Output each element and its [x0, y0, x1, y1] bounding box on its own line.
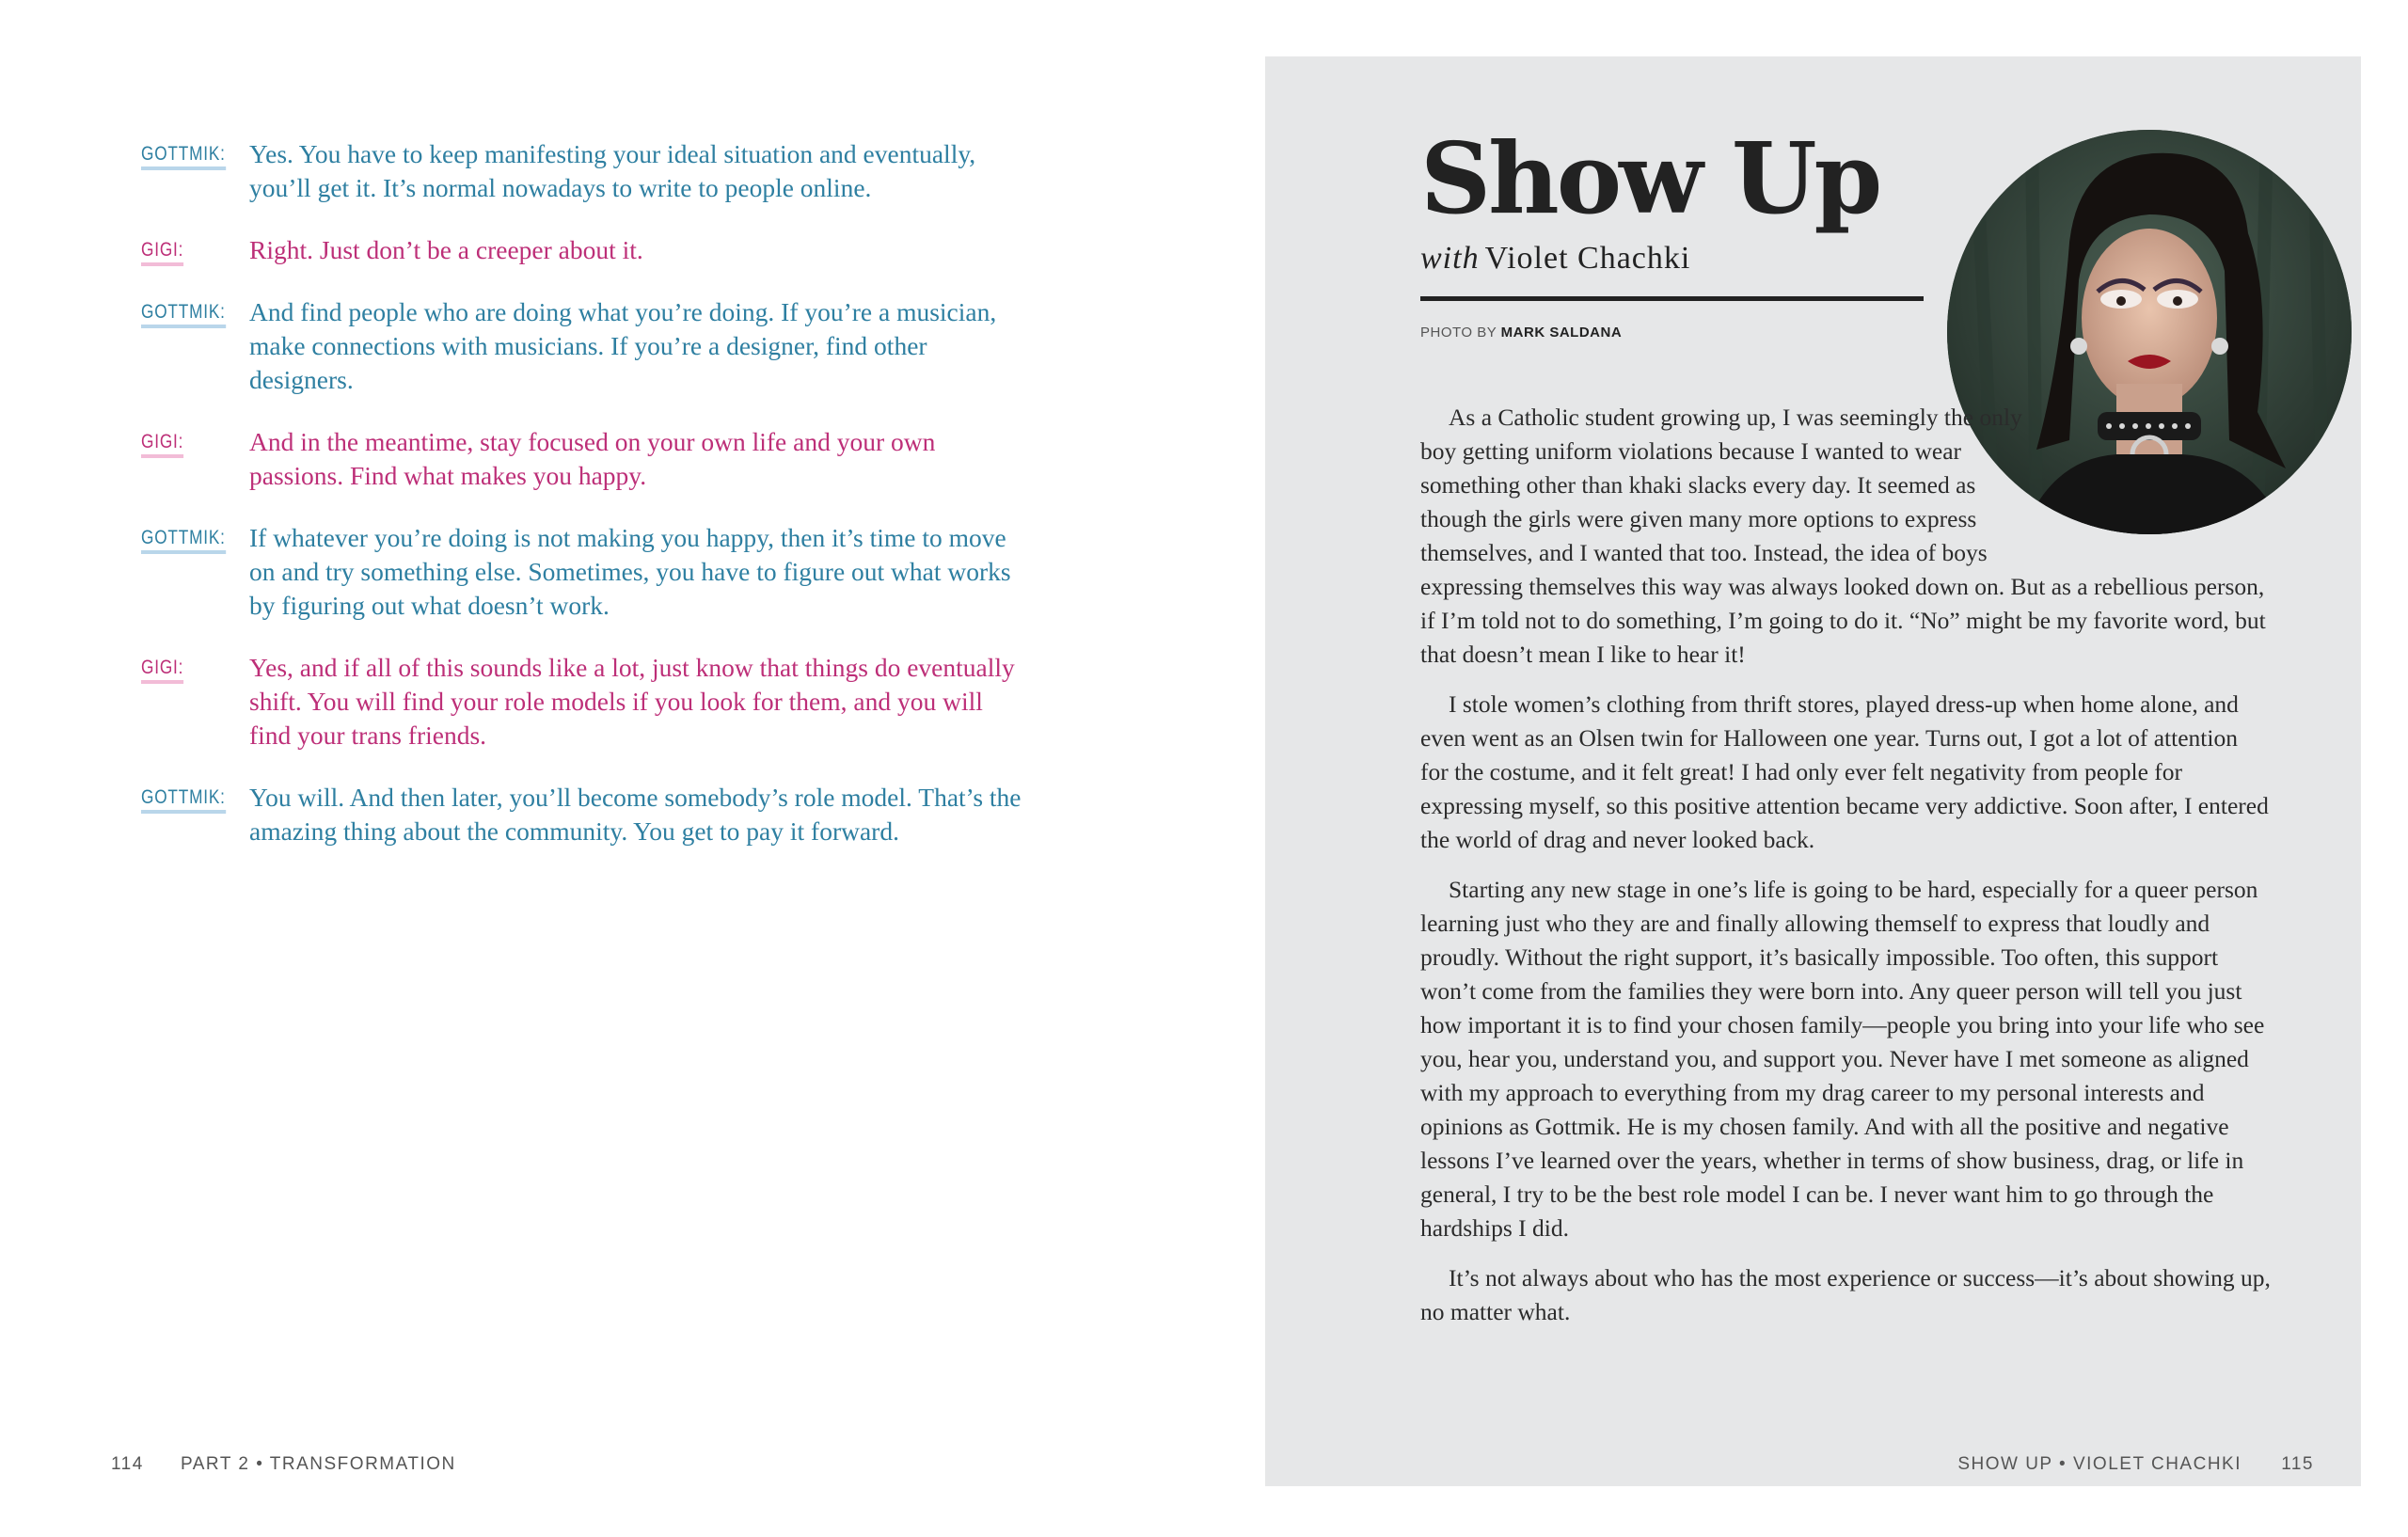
dialogue-text: And find people who are doing what you’re doing. If you’re a musician, make connections with musicians. If you’re a designer, find other designers. — [249, 297, 997, 394]
dialogue-line — [141, 295, 1025, 397]
dialogue-text: Yes. You have to keep manifesting your ideal situation and eventually, you’ll get it. It’s normal nowadays to write to people online. — [249, 139, 976, 202]
dialogue-line — [141, 781, 1025, 848]
article-title: Show Up — [1420, 120, 1880, 236]
dialogue-line — [141, 137, 1025, 205]
subtitle-with: with — [1420, 241, 1480, 276]
running-footer-right: SHOW UP • VIOLET CHACHKI — [1957, 1454, 2242, 1474]
dialogue-text: You will. And then later, you’ll become somebody’s role model. That’s the amazing thing about the community. You get to pay it forward. — [249, 783, 1022, 846]
dialogue-text: If whatever you’re doing is not making you happy, then it’s time to move on and try something else. Sometimes, you have to figure out what works by figuring out what doesn’t work. — [249, 523, 1011, 620]
dialogue-line — [141, 651, 1025, 753]
running-footer-left: PART 2 • TRANSFORMATION — [181, 1454, 456, 1474]
page-number-left: 114 — [111, 1454, 144, 1474]
photo-credit — [1420, 325, 1622, 341]
dialogue-text: And in the meantime, stay focused on your own life and your own passions. Find what makes you happy. — [249, 427, 936, 490]
speaker-label: GIGI: — [141, 425, 249, 493]
dialogue-line — [141, 233, 1025, 267]
dialogue-text: Right. Just don’t be a creeper about it. — [249, 235, 643, 264]
article-paragraph: Starting any new stage in one’s life is going to be hard, especially for a queer person learning just who they are and finally allowing themself to express that loudly and proudly. Without the right support, it’s basically impossible. Too often, this support won’t come from the families they were born into. Any queer person will tell you just how important it is to find your chosen family—people you bring into your life who see you, hear you, understand you, and support you. Never have I met someone as aligned with my approach to everything from my drag career to my personal interests and opinions as Gottmik. He is my chosen family. And with all the positive and negative lessons I’ve learned over the years, whether in terms of show business, drag, or life in general, I try to be the best role model I can be. I never want him to go through the hardships I did. — [1420, 876, 2265, 1242]
speaker-label: GIGI: — [141, 651, 249, 753]
speaker-label: GOTTMIK: — [141, 521, 249, 623]
subtitle-author: Violet Chachki — [1484, 241, 1691, 276]
dialogue-text: Yes, and if all of this sounds like a lot, just know that things do eventually shift. You will find your role models if you look for them, and you will find your trans friends. — [249, 653, 1015, 750]
photo-credit-label: PHOTO BY — [1420, 325, 1497, 341]
speaker-label: GOTTMIK: — [141, 781, 249, 848]
article-subtitle — [1420, 241, 1690, 277]
article-body — [1420, 401, 2272, 1345]
photo-credit-name: MARK SALDANA — [1500, 325, 1623, 341]
speaker-label: GIGI: — [141, 233, 249, 267]
article-paragraph: I stole women’s clothing from thrift stores, played dress-up when home alone, and even went as an Olsen twin for Halloween one year. Turns out, I got a lot of attention for the costume, and it felt great! I had only ever felt negativity from people for expressing myself, so this positive attention became very addictive. Soon after, I entered the world of drag and never looked back. — [1420, 690, 2269, 853]
speaker-label: GOTTMIK: — [141, 137, 249, 205]
article-paragraph: It’s not always about who has the most experience or success—it’s about showing up, no matter what. — [1420, 1264, 2271, 1325]
page-number-right: 115 — [2281, 1454, 2314, 1474]
dialogue-line — [141, 521, 1025, 623]
speaker-label: GOTTMIK: — [141, 295, 249, 397]
dialogue-line — [141, 425, 1025, 493]
dialogue — [141, 137, 1025, 877]
article-paragraph: As a Catholic student growing up, I was seemingly the only boy getting uniform violations because I wanted to wear something other than khaki slacks every day. It seemed as though the girls were given many more options to express themselves, and I wanted that too. Instead, the idea of boys expressing themselves this way was always looked down on. But as a rebellious person, if I’m told not to do something, I’m going to do it. “No” might be my favorite word, but that doesn’t mean I like to hear it! — [1420, 404, 2266, 668]
title-divider — [1420, 296, 1924, 301]
